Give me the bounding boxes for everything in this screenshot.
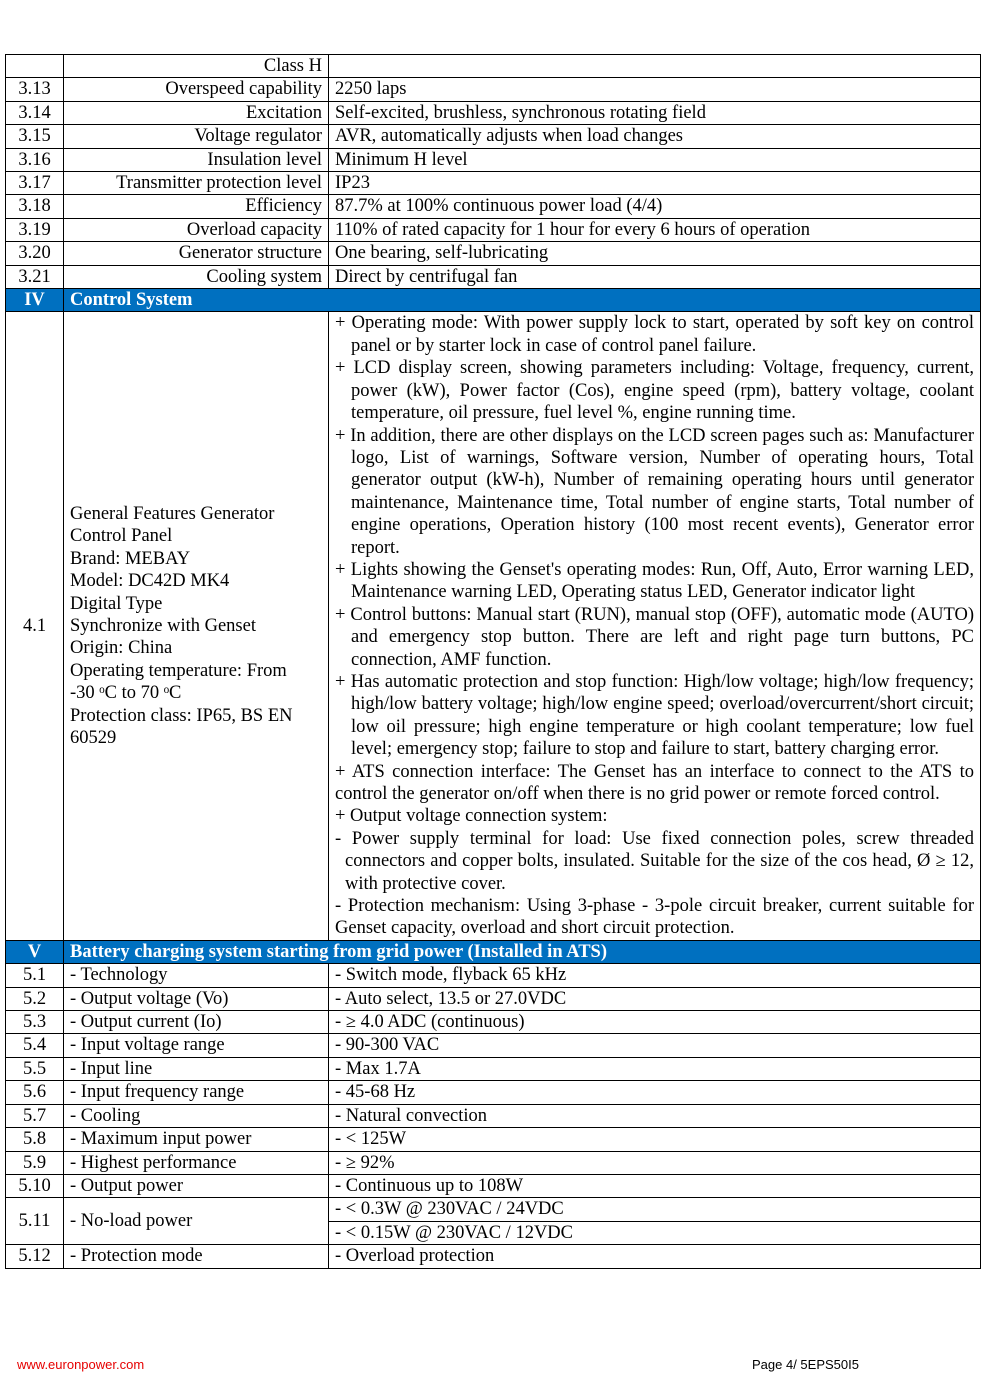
table-row <box>6 125 981 148</box>
table-row <box>6 1174 981 1197</box>
footer-page-number: Page 4/ 5EPS50I5 <box>752 1357 859 1372</box>
row-value: - < 0.3W @ 230VAC / 24VDC <box>329 1198 981 1221</box>
row-number: 5.10 <box>6 1174 64 1197</box>
row-label: - Maximum input power <box>64 1128 329 1151</box>
row-label: - Technology <box>64 964 329 987</box>
summary-line: Digital Type <box>70 593 163 614</box>
row-label: - Highest performance <box>64 1151 329 1174</box>
section-number: IV <box>6 289 64 312</box>
feature-item: + Operating mode: With power supply lock to start, operated by soft key on control panel or by starter lock in case of control panel failure. <box>335 313 974 356</box>
table-row <box>6 265 981 288</box>
row-label: Insulation level <box>64 148 329 171</box>
summary-line: Origin: China <box>70 638 173 659</box>
row-value: - 90-300 VAC <box>329 1034 981 1057</box>
summary-line: 60529 <box>70 727 117 748</box>
section-title: Battery charging system starting from grid power (Installed in ATS) <box>64 940 981 963</box>
section-header-battery-charging <box>6 940 981 963</box>
table-row <box>6 1034 981 1057</box>
feature-item: + Has automatic protection and stop function: High/low voltage; high/low frequency; high/low battery voltage; high/low engine speed; overload/overcurrent/short circuit; low oil pressure; high engine temperature or high coolant temperature; low fuel level; emergency stop; failure to stop and failure to start, battery charging error. <box>335 671 974 760</box>
row-value: Direct by centrifugal fan <box>329 265 981 288</box>
table-row <box>6 78 981 101</box>
table-row <box>6 101 981 124</box>
row-number: 5.3 <box>6 1011 64 1034</box>
row-number: 3.20 <box>6 242 64 265</box>
row-number: 5.5 <box>6 1057 64 1080</box>
row-label: Class H <box>64 55 329 78</box>
row-label: - Protection mode <box>64 1245 329 1268</box>
feature-item: + Lights showing the Genset's operating modes: Run, Off, Auto, Error warning LED, Maintenance warning LED, Operating status LED, Generator indicator light <box>335 559 974 603</box>
table-row <box>6 1011 981 1034</box>
section-title: Control System <box>64 289 981 312</box>
table-row <box>6 1081 981 1104</box>
table-row <box>6 964 981 987</box>
row-value: 2250 laps <box>329 78 981 101</box>
row-value: - Auto select, 13.5 or 27.0VDC <box>329 987 981 1010</box>
row-label: Generator structure <box>64 242 329 265</box>
table-row <box>6 195 981 218</box>
row-value: - Switch mode, flyback 65 kHz <box>329 964 981 987</box>
table-row <box>6 148 981 171</box>
row-value: One bearing, self-lubricating <box>329 242 981 265</box>
summary-line: Synchronize with Genset <box>70 615 256 636</box>
row-label: - Output power <box>64 1174 329 1197</box>
summary-line: Protection class: IP65, BS EN <box>70 705 293 726</box>
row-value: - Continuous up to 108W <box>329 1174 981 1197</box>
table-row <box>6 1057 981 1080</box>
row-label: - Output voltage (Vo) <box>64 987 329 1010</box>
row-number: 3.16 <box>6 148 64 171</box>
row-number: 5.4 <box>6 1034 64 1057</box>
row-number: 5.7 <box>6 1104 64 1127</box>
feature-item: + Output voltage connection system: <box>335 806 608 827</box>
row-number: 3.17 <box>6 172 64 195</box>
footer-website-link[interactable]: www.euronpower.com <box>17 1357 145 1372</box>
row-value: - 45-68 Hz <box>329 1081 981 1104</box>
row-number: 5.6 <box>6 1081 64 1104</box>
row-label: - Input frequency range <box>64 1081 329 1104</box>
summary-line: General Features Generator <box>70 503 275 524</box>
row-number: 5.8 <box>6 1128 64 1151</box>
row-label: - No-load power <box>64 1198 329 1245</box>
row-label: Excitation <box>64 101 329 124</box>
row-number: 5.11 <box>6 1198 64 1245</box>
row-label: Overspeed capability <box>64 78 329 101</box>
row-label: Overload capacity <box>64 218 329 241</box>
table-row <box>6 987 981 1010</box>
row-number: 5.2 <box>6 987 64 1010</box>
table-row <box>6 1104 981 1127</box>
feature-subitem: - Protection mechanism: Using 3-phase - 3-pole circuit breaker, current suitable for Genset capacity, overload and short circuit protection. <box>335 896 974 939</box>
row-value: AVR, automatically adjusts when load changes <box>329 125 981 148</box>
feature-item: + LCD display screen, showing parameters including: Voltage, frequency, current, power (kW), Power factor (Cos), engine speed (rpm), battery voltage, coolant temperature, oil pressure, fuel level %, engine running time. <box>335 358 974 424</box>
row-label: - Cooling <box>64 1104 329 1127</box>
row-value: - ≥ 4.0 ADC (continuous) <box>329 1011 981 1034</box>
row-number <box>6 55 64 78</box>
row-value: Minimum H level <box>329 148 981 171</box>
section-header-control-system <box>6 289 981 312</box>
row-value: - Natural convection <box>329 1104 981 1127</box>
table-row-control-panel <box>6 312 981 940</box>
row-number: 3.19 <box>6 218 64 241</box>
table-row <box>6 1198 981 1221</box>
row-label: - Input voltage range <box>64 1034 329 1057</box>
feature-item: + In addition, there are other displays on the LCD screen pages such as: Manufacturer logo, List of warnings, Software version, Number of operating hours, Total generator output (kW-h), Number of remaining operating hours until generator maintenance, Maintenance time, Total number of engine starts, Total number of engine operations, Operation history (100 most recent events), Generator error report. <box>335 425 974 558</box>
row-number: 3.18 <box>6 195 64 218</box>
row-number: 3.15 <box>6 125 64 148</box>
control-panel-summary <box>64 312 329 940</box>
row-value: - Max 1.7A <box>329 1057 981 1080</box>
row-number: 3.21 <box>6 265 64 288</box>
row-number: 5.1 <box>6 964 64 987</box>
feature-item: + Control buttons: Manual start (RUN), manual stop (OFF), automatic mode (AUTO) and emergency stop button. There are left and right page turn buttons, PC connection, AMF function. <box>335 604 974 670</box>
row-value: IP23 <box>329 172 981 195</box>
table-row <box>6 172 981 195</box>
summary-line: Control Panel <box>70 526 173 547</box>
row-number: 3.13 <box>6 78 64 101</box>
feature-subitem: - Power supply terminal for load: Use fixed connection poles, screw threaded connectors and copper bolts, insulated. Suitable for the size of the cos head, Ø ≥ 12, with protective cover. <box>335 828 974 894</box>
summary-line: Operating temperature: From <box>70 660 287 681</box>
row-value: - Overload protection <box>329 1245 981 1268</box>
row-label: Transmitter protection level <box>64 172 329 195</box>
table-row <box>6 55 981 78</box>
row-number: 5.12 <box>6 1245 64 1268</box>
feature-item: + ATS connection interface: The Genset has an interface to connect to the ATS to control the generator on/off when there is no grid power or remote forced control. <box>335 761 974 804</box>
row-number: 4.1 <box>6 312 64 940</box>
spec-table <box>5 54 981 1269</box>
row-label: - Output current (Io) <box>64 1011 329 1034</box>
table-row <box>6 1151 981 1174</box>
row-value <box>329 55 981 78</box>
row-value: - < 0.15W @ 230VAC / 12VDC <box>329 1221 981 1244</box>
summary-line: -30 ᵒC to 70 ᵒC <box>70 683 182 704</box>
table-row <box>6 1128 981 1151</box>
control-panel-features <box>329 312 981 940</box>
row-value: - ≥ 92% <box>329 1151 981 1174</box>
table-row <box>6 1245 981 1268</box>
row-label: Cooling system <box>64 265 329 288</box>
row-number: 5.9 <box>6 1151 64 1174</box>
row-label: - Input line <box>64 1057 329 1080</box>
row-value: 87.7% at 100% continuous power load (4/4) <box>329 195 981 218</box>
summary-line: Brand: MEBAY <box>70 548 191 569</box>
section-number: V <box>6 940 64 963</box>
row-value: Self-excited, brushless, synchronous rotating field <box>329 101 981 124</box>
row-value: 110% of rated capacity for 1 hour for every 6 hours of operation <box>329 218 981 241</box>
row-label: Voltage regulator <box>64 125 329 148</box>
table-row <box>6 242 981 265</box>
row-value: - < 125W <box>329 1128 981 1151</box>
summary-line: Model: DC42D MK4 <box>70 571 230 592</box>
table-row <box>6 218 981 241</box>
row-number: 3.14 <box>6 101 64 124</box>
row-label: Efficiency <box>64 195 329 218</box>
